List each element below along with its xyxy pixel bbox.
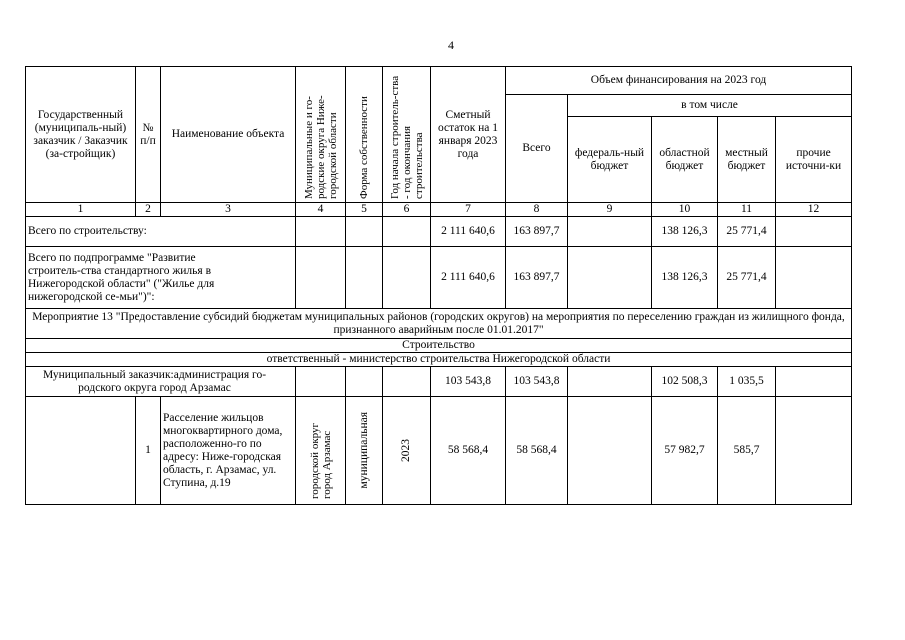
row-regional: 138 126,3 xyxy=(652,247,718,309)
table-row-responsible xyxy=(26,353,852,367)
object-local: 585,7 xyxy=(718,397,776,505)
header-local: местный бюджет xyxy=(718,117,776,203)
financing-table xyxy=(25,66,852,505)
row-local: 1 035,5 xyxy=(718,367,776,397)
object-district: городской округ город Арзамас xyxy=(308,422,333,499)
object-district-cell xyxy=(296,397,346,505)
header-regional: областной бюджет xyxy=(652,117,718,203)
header-years-cell xyxy=(383,67,431,203)
header-customer: Государственный (муниципаль-ный) заказчик / Заказчик (за-стройщик) xyxy=(26,67,136,203)
header-district: Муниципальные и го-родские округа Ниже-городской области xyxy=(302,94,339,199)
row-label: Всего по строительству: xyxy=(26,217,296,247)
col-num: 6 xyxy=(383,203,431,217)
row-total: 103 543,8 xyxy=(506,367,568,397)
row-label: Всего по подпрограмме "Развитие строитель-ства стандартного жилья в Нижегородской области" ("Жилье для нижегородской се-мьи")": xyxy=(26,247,296,309)
column-number-row xyxy=(26,203,852,217)
col-num: 9 xyxy=(568,203,652,217)
table-row-measure xyxy=(26,309,852,339)
row-remainder: 2 111 640,6 xyxy=(431,217,506,247)
header-federal: федераль-ный бюджет xyxy=(568,117,652,203)
object-ownership: муниципальная xyxy=(357,412,370,489)
row-total: 163 897,7 xyxy=(506,247,568,309)
object-number: 1 xyxy=(136,397,161,505)
row-local: 25 771,4 xyxy=(718,247,776,309)
object-year-cell xyxy=(383,397,431,505)
object-year: 2023 xyxy=(400,439,412,462)
table-row-customer xyxy=(26,367,852,397)
table-row-total-construction xyxy=(26,217,852,247)
col-num: 3 xyxy=(161,203,296,217)
page-number: 4 xyxy=(448,38,454,52)
col-num: 12 xyxy=(776,203,852,217)
header-including: в том числе xyxy=(568,95,852,117)
header-other: прочие источни-ки xyxy=(776,117,852,203)
header-funding: Объем финансирования на 2023 год xyxy=(506,67,852,95)
table-row-subprogram xyxy=(26,247,852,309)
col-num: 11 xyxy=(718,203,776,217)
header-district-cell xyxy=(296,67,346,203)
object-remainder: 58 568,4 xyxy=(431,397,506,505)
object-total: 58 568,4 xyxy=(506,397,568,505)
header-total: Всего xyxy=(506,95,568,203)
responsible-title: ответственный - министерство строительства Нижегородской области xyxy=(26,353,852,367)
table-row-section xyxy=(26,339,852,353)
header-object-name: Наименование объекта xyxy=(161,67,296,203)
col-num: 8 xyxy=(506,203,568,217)
table-row-object xyxy=(26,397,852,505)
col-num: 5 xyxy=(346,203,383,217)
header-years: Год начала строитель-ства - год окончания строительства xyxy=(388,75,425,199)
row-remainder: 103 543,8 xyxy=(431,367,506,397)
header-ownership-cell xyxy=(346,67,383,203)
row-local: 25 771,4 xyxy=(718,217,776,247)
header-number: № п/п xyxy=(136,67,161,203)
row-remainder: 2 111 640,6 xyxy=(431,247,506,309)
measure-title: Мероприятие 13 "Предоставление субсидий бюджетам муниципальных районов (городских округов) на мероприятия по переселению граждан из жилищного фонда, признанного аварийным после 01.01.2017" xyxy=(26,309,852,339)
col-num: 10 xyxy=(652,203,718,217)
col-num: 4 xyxy=(296,203,346,217)
object-ownership-cell xyxy=(346,397,383,505)
col-num: 7 xyxy=(431,203,506,217)
row-total: 163 897,7 xyxy=(506,217,568,247)
section-title: Строительство xyxy=(26,339,852,353)
col-num: 2 xyxy=(136,203,161,217)
row-regional: 138 126,3 xyxy=(652,217,718,247)
col-num: 1 xyxy=(26,203,136,217)
row-label: Муниципальный заказчик:администрация го-родского округа город Арзамас xyxy=(26,367,296,397)
header-remainder: Сметный остаток на 1 января 2023 года xyxy=(431,67,506,203)
object-regional: 57 982,7 xyxy=(652,397,718,505)
object-name: Расселение жильцов многоквартирного дома, расположенно-го по адресу: Ниже-городская область, г. Арзамас, ул. Ступина, д.19 xyxy=(161,397,296,505)
row-regional: 102 508,3 xyxy=(652,367,718,397)
header-ownership: Форма собственности xyxy=(358,95,370,199)
